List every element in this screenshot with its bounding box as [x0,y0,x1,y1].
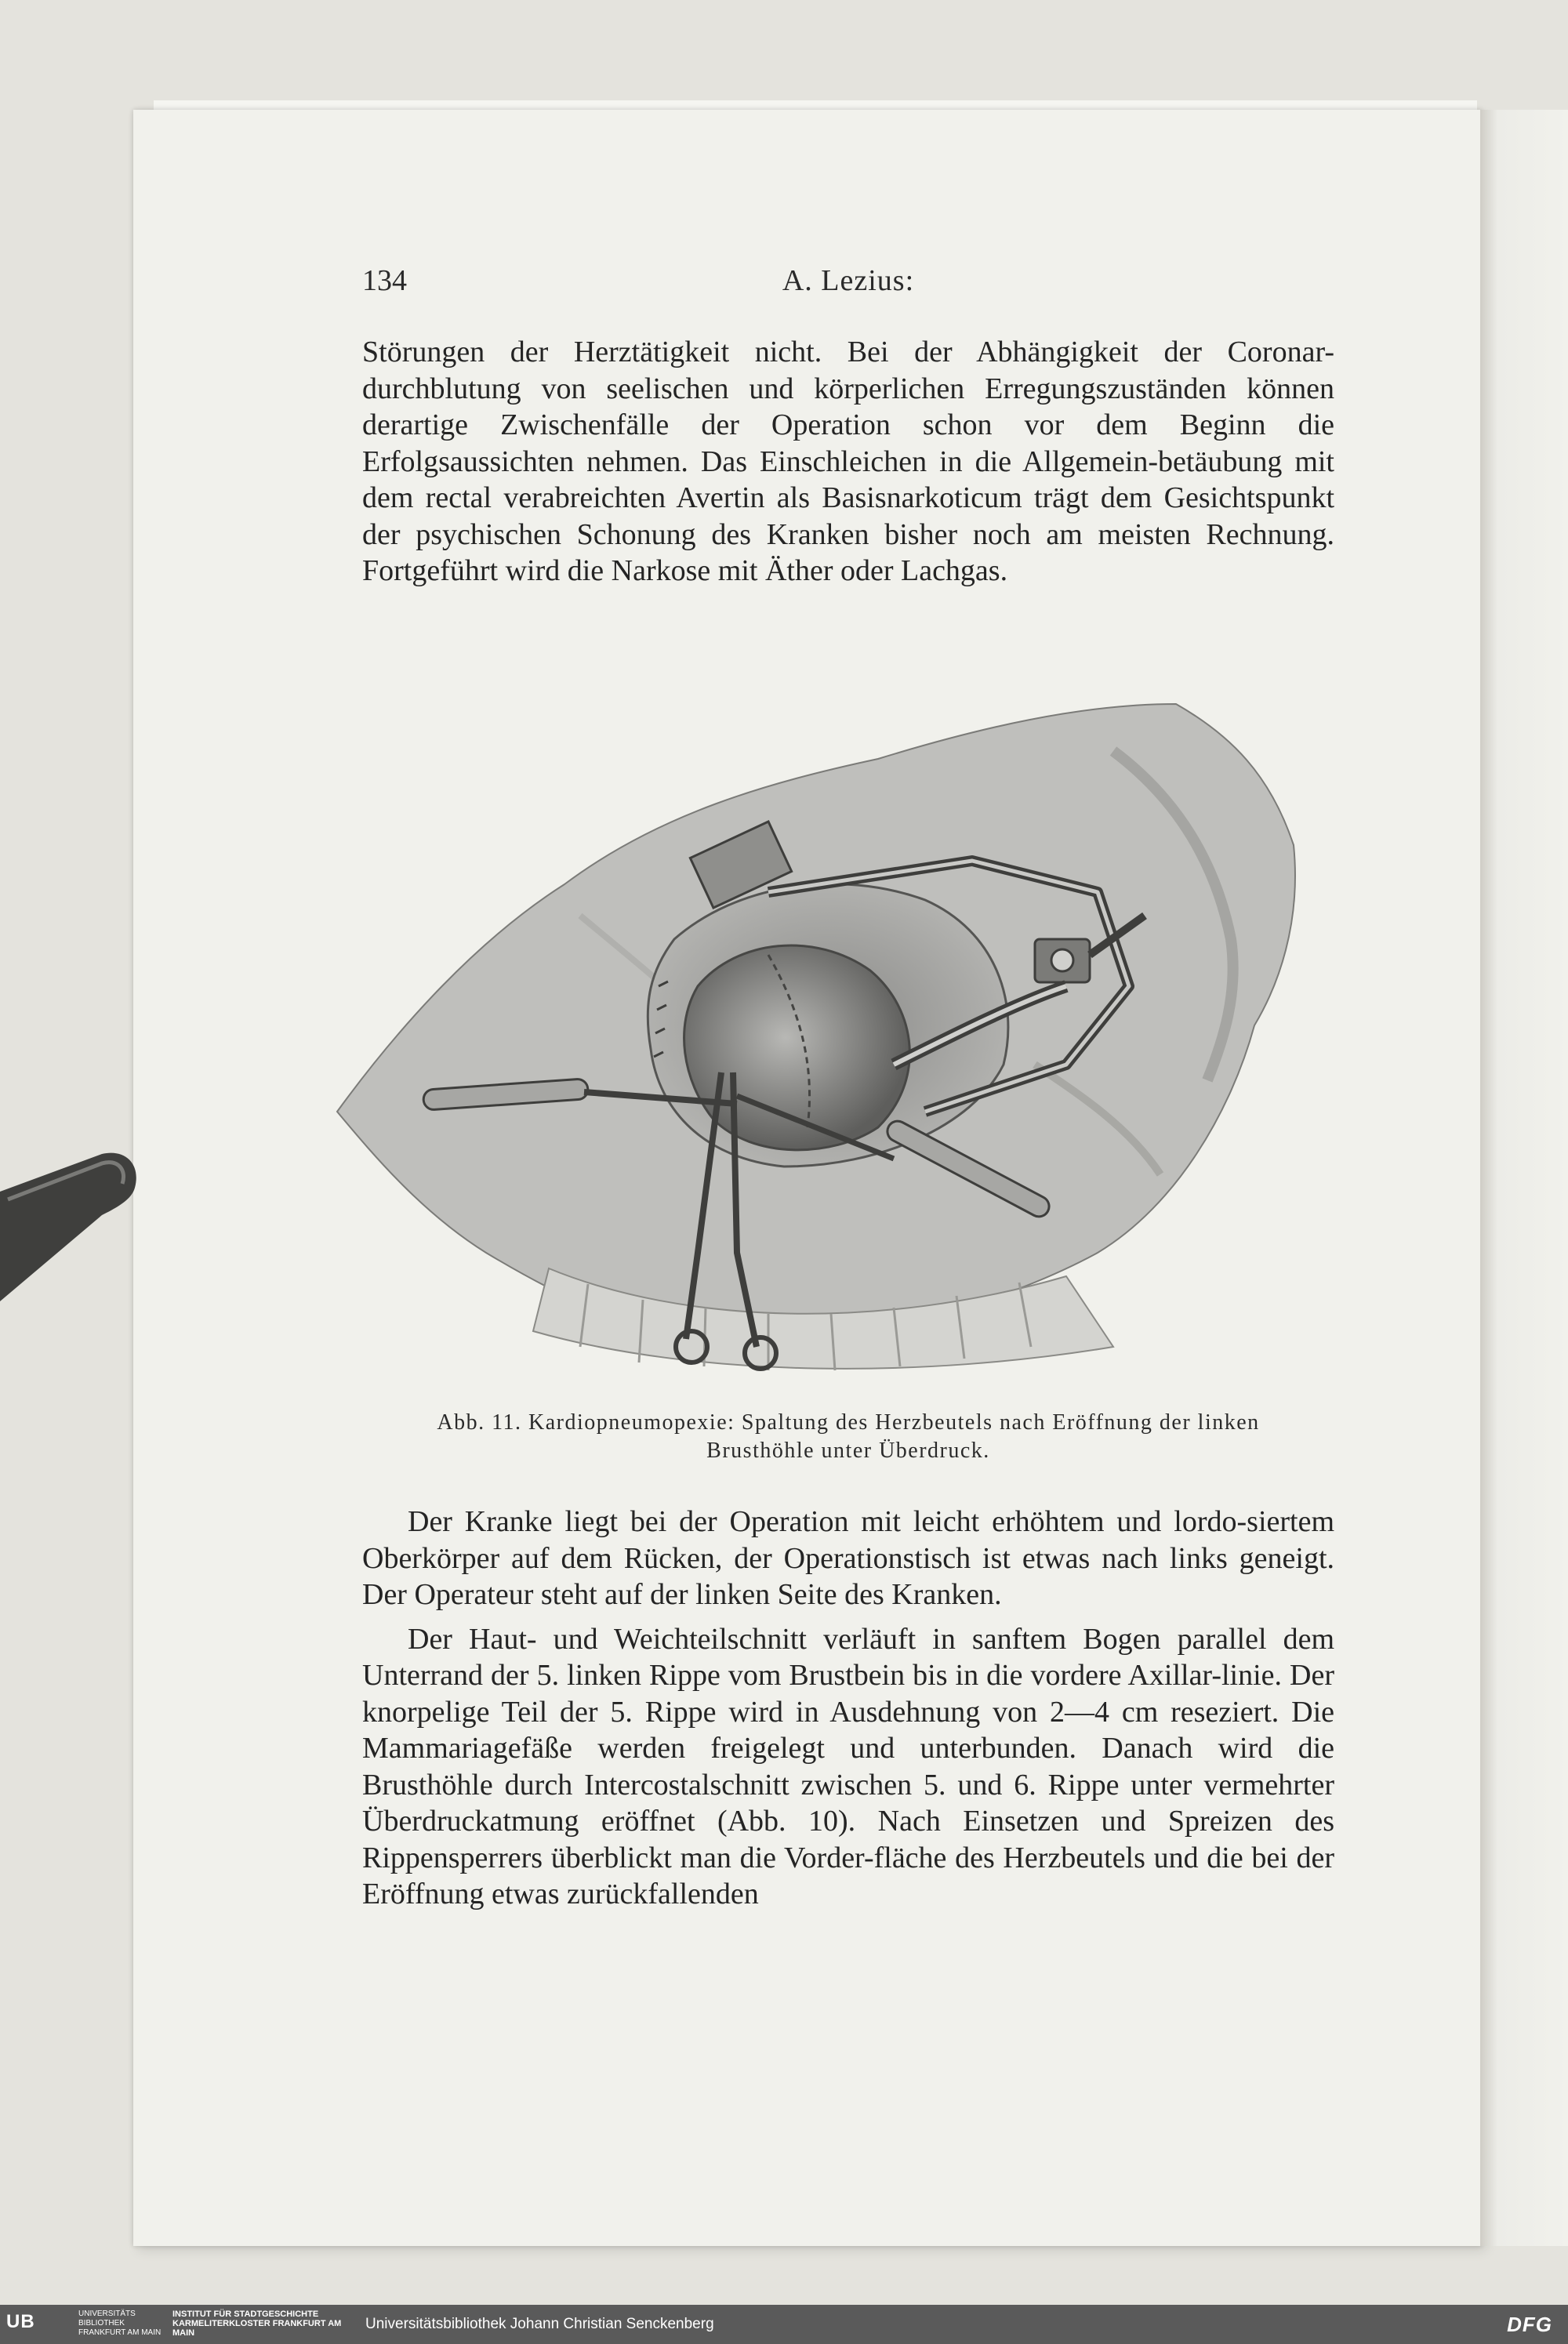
body-text-bottom [362,1504,1334,1913]
caption-line-2: Brusthöhle unter Überdruck. [706,1439,990,1463]
page-holder-bookmark [0,1145,149,1333]
page-header [362,263,1334,303]
running-head: A. Lezius: [782,264,915,297]
surgical-illustration [329,657,1309,1378]
dfg-logo: DFG [1507,2313,1552,2336]
ub-logo: UB [6,2311,35,2332]
facing-page-edge [1480,110,1568,2246]
institute-logo-text: INSTITUT FÜR STADTGESCHICHTE KARMELITERKLOSTER FRANKFURT AM MAIN [172,2310,342,2338]
caption-line-1: Abb. 11. Kardiopneumopexie: Spaltung des Herzbeutels nach Eröffnung der linken [437,1410,1260,1435]
paragraph: Der Kranke liegt bei der Operation mit leicht erhöhtem und lordo-siertem Oberkörper auf dem Rücken, der Operationstisch ist etwas nach links geneigt. Der Operateur steht auf der linken Seite des Kranken. [362,1505,1334,1611]
ub-logo-text: UNIVERSITÄTS BIBLIOTHEK FRANKFURT AM MAIN [78,2310,162,2337]
page-number: 134 [362,264,407,297]
library-name: Universitätsbibliothek Johann Christian Senckenberg [365,2316,714,2332]
figure-caption [362,1409,1334,1465]
body-text-top [362,334,1334,590]
paragraph: Störungen der Herztätigkeit nicht. Bei der Abhängigkeit der Coronar-durchblutung von seelischen und körperlichen Erregungszuständen können derartige Zwischenfälle der Operation schon vor dem Beginn die Erfolgsaussichten nehmen. Das Einschleichen in die Allgemein-betäubung mit dem rectal verabreichten Avertin als Basisnarkoticum trägt dem Gesichtspunkt der psychischen Schonung des Kranken bisher noch am meisten Rechnung. Fortgeführt wird die Narkose mit Äther oder Lachgas. [362,336,1334,587]
footer-bar [0,2305,1568,2344]
paragraph: Der Haut- und Weichteilschnitt verläuft in sanftem Bogen parallel dem Unterrand der 5. linken Rippe vom Brustbein bis in die vordere Axillar-linie. Der knorpelige Teil der 5. Rippe wird in Ausdehnung von 2—4 cm reseziert. Die Mammariagefäße werden freigelegt und unterbunden. Danach wird die Brusthöhle durch Intercostalschnitt zwischen 5. und 6. Rippe unter vermehrter Überdruckatmung eröffnet (Abb. 10). Nach Einsetzen und Spreizen des Rippensperrers überblickt man die Vorder-fläche des Herzbeutels und die bei der Eröffnung etwas zurückfallenden [362,1622,1334,1910]
